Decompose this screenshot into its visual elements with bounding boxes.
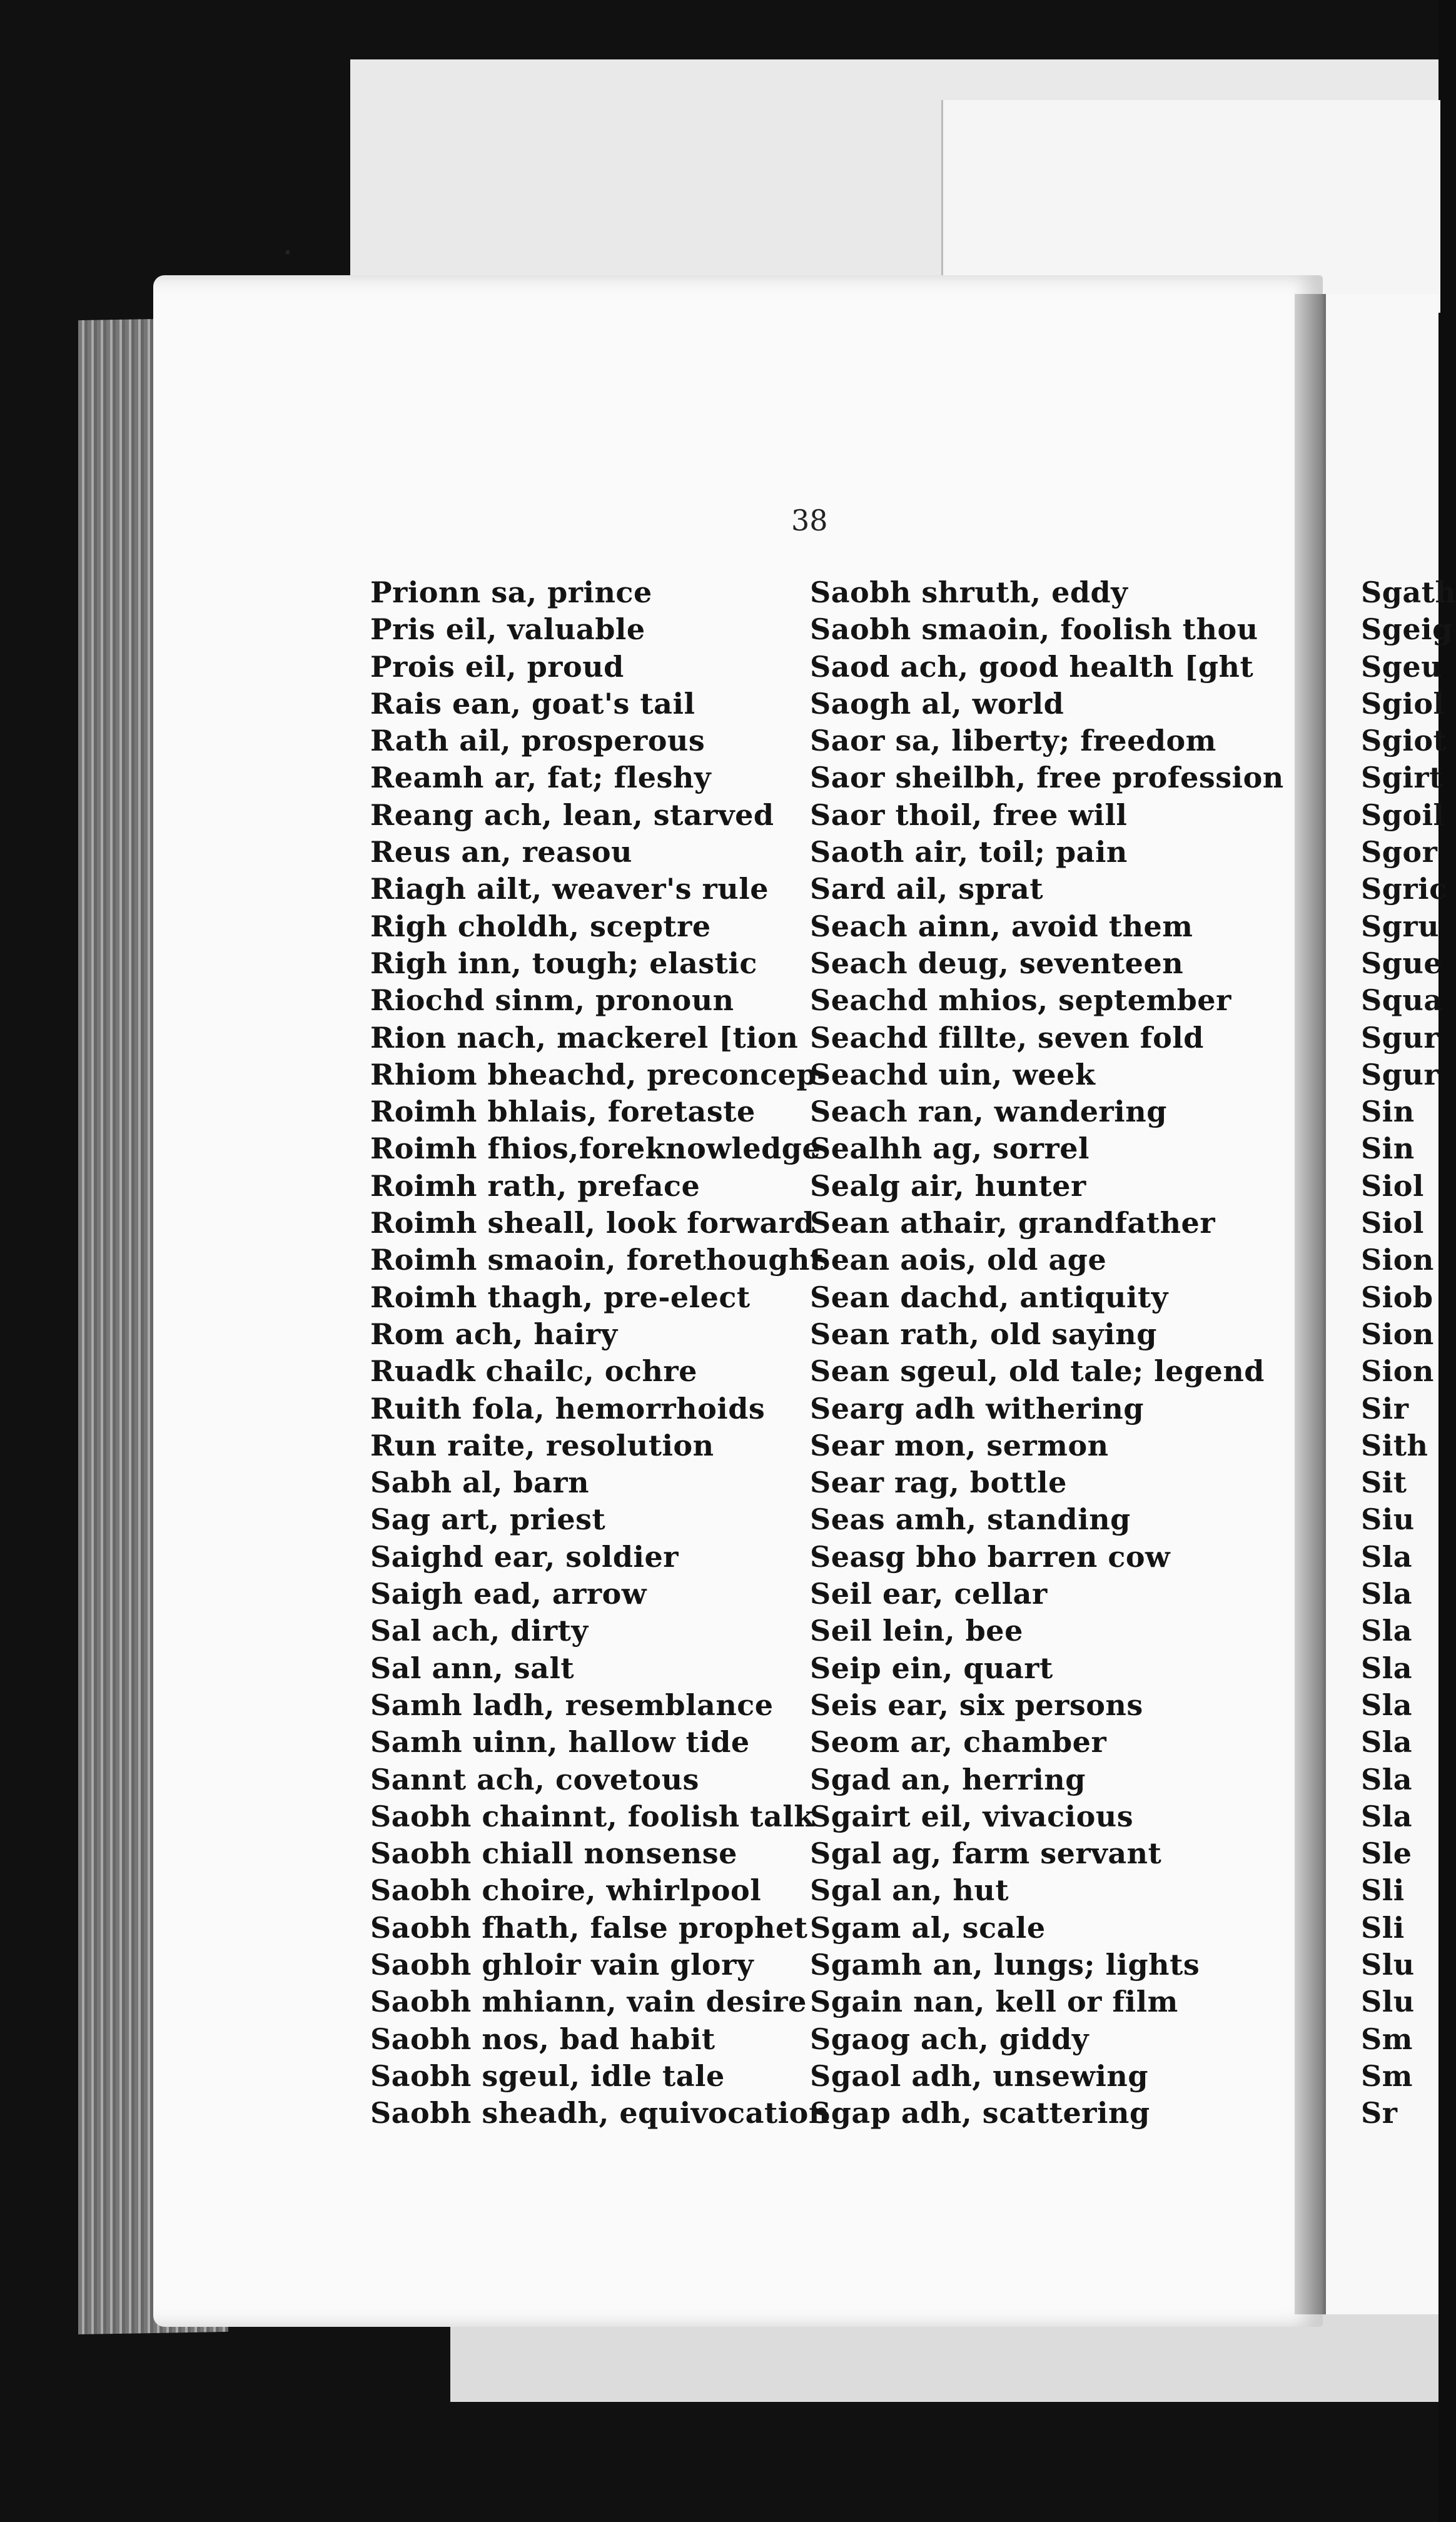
dictionary-entry: Saobh nos, bad habit (370, 2022, 715, 2056)
dictionary-entry: Sal ach, dirty (370, 1614, 589, 1648)
dictionary-entry: Sm (1361, 2059, 1413, 2093)
dictionary-entry: Sgain nan, kell or film (810, 1985, 1178, 2019)
dictionary-entry: Sgaol adh, unsewing (810, 2059, 1149, 2093)
dictionary-entry: Seas amh, standing (810, 1502, 1131, 1537)
dictionary-entry: Sgeu (1361, 649, 1443, 684)
dictionary-entry: Samh ladh, resemblance (370, 1688, 774, 1722)
dictionary-entry: Sealhh ag, sorrel (810, 1132, 1089, 1166)
dictionary-entry: Sgur (1361, 1057, 1440, 1091)
dictionary-entry: Sgur (1361, 1020, 1440, 1055)
dictionary-entry: Sli (1361, 1873, 1405, 1908)
dictionary-entry: Sgru (1361, 909, 1440, 943)
dictionary-entry: Sgairt eil, vivacious (810, 1799, 1134, 1833)
dictionary-entry: Sal ann, salt (370, 1651, 575, 1685)
dictionary-entry: Sir (1361, 1391, 1409, 1426)
dictionary-entry: Saor sa, liberty; freedom (810, 724, 1216, 758)
dictionary-entry: Sla (1361, 1725, 1412, 1760)
dictionary-entry: Sgath (1361, 575, 1456, 609)
dictionary-entry: Seachd fillte, seven fold (810, 1020, 1204, 1055)
dictionary-entry: Sgue (1361, 946, 1443, 980)
dictionary-entry: Sin (1361, 1132, 1415, 1166)
dictionary-entry: Sin (1361, 1095, 1415, 1129)
dictionary-entry: Saobh fhath, false prophet (370, 1910, 808, 1945)
dictionary-entry: Saobh mhiann, vain desire (370, 1985, 807, 2019)
dictionary-entry: Roimh bhlais, foretaste (370, 1095, 756, 1129)
dictionary-entry: Sgoil (1361, 798, 1445, 832)
dictionary-entry: Roimh fhios,foreknowledge (370, 1132, 821, 1166)
dictionary-entry: Roimh sheall, look forward (370, 1206, 815, 1240)
dictionary-entry: Sean rath, old saying (810, 1317, 1157, 1351)
dictionary-entry: Seip ein, quart (810, 1651, 1053, 1685)
dictionary-entry: Sm (1361, 2022, 1413, 2056)
dictionary-entry: Sealg air, hunter (810, 1168, 1086, 1203)
dictionary-entry: Sla (1361, 1762, 1412, 1796)
dictionary-entry: Sla (1361, 1577, 1412, 1611)
dictionary-entry: Saobh choire, whirlpool (370, 1873, 762, 1908)
dictionary-entry: Saor thoil, free will (810, 798, 1128, 832)
dictionary-entry: Saobh smaoin, foolish thou (810, 612, 1258, 647)
dictionary-entry: Samh uinn, hallow tide (370, 1725, 750, 1760)
dictionary-entry: Sla (1361, 1539, 1412, 1574)
dictionary-entry: Sla (1361, 1651, 1412, 1685)
dictionary-entry: Sean athair, grandfather (810, 1206, 1216, 1240)
dictionary-entry: Sion (1361, 1354, 1434, 1389)
dictionary-entry: Sgiol (1361, 686, 1445, 721)
dictionary-entry: Sear mon, sermon (810, 1428, 1109, 1462)
dictionary-entry: Roimh smaoin, forethought (370, 1243, 824, 1277)
dictionary-entry: Reang ach, lean, starved (370, 798, 774, 832)
dictionary-entry: Sgaog ach, giddy (810, 2022, 1089, 2056)
dictionary-entry: Rion nach, mackerel [tion (370, 1020, 799, 1055)
dictionary-entry: Saobh shruth, eddy (810, 575, 1128, 609)
dictionary-entry: Sean sgeul, old tale; legend (810, 1354, 1265, 1389)
left-column (370, 574, 830, 2132)
dictionary-entry: Prois eil, proud (370, 649, 624, 684)
dictionary-entry: Saor sheilbh, free profession (810, 761, 1284, 795)
dictionary-entry: Rom ach, hairy (370, 1317, 618, 1351)
dictionary-entry: Sgap adh, scattering (810, 2096, 1150, 2130)
dictionary-entry: Siob (1361, 1280, 1433, 1314)
dictionary-entry: Reus an, reasou (370, 835, 632, 869)
dictionary-entry: Saobh chainnt, foolish talk (370, 1799, 814, 1833)
dictionary-entry: Run raite, resolution (370, 1428, 714, 1462)
right-column-fragments (1361, 574, 1456, 2132)
dictionary-entry: Riagh ailt, weaver's rule (370, 872, 769, 906)
dictionary-entry: Pris eil, valuable (370, 612, 645, 647)
dictionary-entry: Sla (1361, 1688, 1412, 1722)
dictionary-entry: Sgamh an, lungs; lights (810, 1947, 1200, 1982)
dictionary-entry: Slu (1361, 1947, 1415, 1982)
dictionary-entry: Sla (1361, 1614, 1412, 1648)
dictionary-entry: Saigh ead, arrow (370, 1577, 647, 1611)
dictionary-entry: Siu (1361, 1502, 1415, 1537)
dictionary-entry: Sannt ach, covetous (370, 1762, 699, 1796)
dictionary-entry: Reamh ar, fat; fleshy (370, 761, 712, 795)
dictionary-entry: Slu (1361, 1985, 1415, 2019)
dictionary-entry: Sear rag, bottle (810, 1466, 1067, 1500)
dictionary-entry: Righ choldh, sceptre (370, 909, 711, 943)
dictionary-entry: Sgam al, scale (810, 1910, 1046, 1945)
dictionary-entry: Saobh chiall nonsense (370, 1836, 737, 1871)
middle-column (810, 574, 1284, 2132)
dictionary-entry: Righ inn, tough; elastic (370, 946, 757, 980)
dictionary-entry: Searg adh withering (810, 1391, 1144, 1426)
dictionary-entry: Sgeig (1361, 612, 1453, 647)
dictionary-entry: Sit (1361, 1466, 1407, 1500)
dictionary-entry: Seis ear, six persons (810, 1688, 1143, 1722)
dictionary-entry: Seachd uin, week (810, 1057, 1096, 1091)
dictionary-entry: Seom ar, chamber (810, 1725, 1107, 1760)
dictionary-entry: Sgad an, herring (810, 1762, 1086, 1796)
dictionary-entry: Squa (1361, 983, 1443, 1018)
dictionary-entry: Seach deug, seventeen (810, 946, 1184, 980)
dictionary-entry: Seil ear, cellar (810, 1577, 1048, 1611)
dictionary-entry: Sgal ag, farm servant (810, 1836, 1162, 1871)
dictionary-entry: Sr (1361, 2096, 1398, 2130)
dictionary-entry: Rhiom bheachd, preconcep- (370, 1057, 829, 1091)
dictionary-entry: Sag art, priest (370, 1502, 606, 1537)
dictionary-entry: Sgric (1361, 872, 1447, 906)
dictionary-entry: Sla (1361, 1799, 1412, 1833)
dictionary-entry: Sion (1361, 1243, 1434, 1277)
dictionary-entry: Sean dachd, antiquity (810, 1280, 1168, 1314)
dictionary-entry: Siol (1361, 1206, 1424, 1240)
dictionary-entry: Sgirt (1361, 761, 1443, 795)
dictionary-entry: Sabh al, barn (370, 1466, 590, 1500)
dictionary-entry: Saighd ear, soldier (370, 1539, 679, 1574)
dictionary-entry: Saoth air, toil; pain (810, 835, 1128, 869)
page-number: 38 (791, 504, 828, 537)
dictionary-entry: Ruadk chailc, ochre (370, 1354, 697, 1389)
dictionary-entry: Saobh sheadh, equivocation (370, 2096, 830, 2130)
dictionary-entry: Roimh thagh, pre-elect (370, 1280, 751, 1314)
dictionary-entry: Saobh sgeul, idle tale (370, 2059, 725, 2093)
dictionary-entry: Rath ail, prosperous (370, 724, 705, 758)
dictionary-entry: Prionn sa, prince (370, 575, 652, 609)
dictionary-entry: Seach ainn, avoid them (810, 909, 1193, 943)
dictionary-entry: Seach ran, wandering (810, 1095, 1167, 1129)
dictionary-entry: Seachd mhios, september (810, 983, 1231, 1018)
dictionary-entry: Siol (1361, 1168, 1424, 1203)
dictionary-entry: Saod ach, good health [ght (810, 649, 1254, 684)
dictionary-entry: Saobh ghloir vain glory (370, 1947, 754, 1982)
dictionary-entry: Sean aois, old age (810, 1243, 1107, 1277)
dictionary-entry: Seil lein, bee (810, 1614, 1023, 1648)
dictionary-entry: Sli (1361, 1910, 1405, 1945)
dictionary-entry: Sard ail, sprat (810, 872, 1044, 906)
dictionary-entry: Riochd sinm, pronoun (370, 983, 734, 1018)
dictionary-entry: Sgiot (1361, 724, 1447, 758)
dictionary-entry: Seasg bho barren cow (810, 1539, 1171, 1574)
dictionary-entry: Sgor (1361, 835, 1438, 869)
dictionary-entry: Sith (1361, 1428, 1428, 1462)
dictionary-entry: Rais ean, goat's tail (370, 686, 695, 721)
dictionary-entry: Sle (1361, 1836, 1412, 1871)
dictionary-entry: Ruith fola, hemorrhoids (370, 1391, 766, 1426)
dictionary-entry: Sgal an, hut (810, 1873, 1009, 1908)
dictionary-entry: Saogh al, world (810, 686, 1064, 721)
dictionary-entry: Roimh rath, preface (370, 1168, 700, 1203)
dictionary-entry: Sion (1361, 1317, 1434, 1351)
